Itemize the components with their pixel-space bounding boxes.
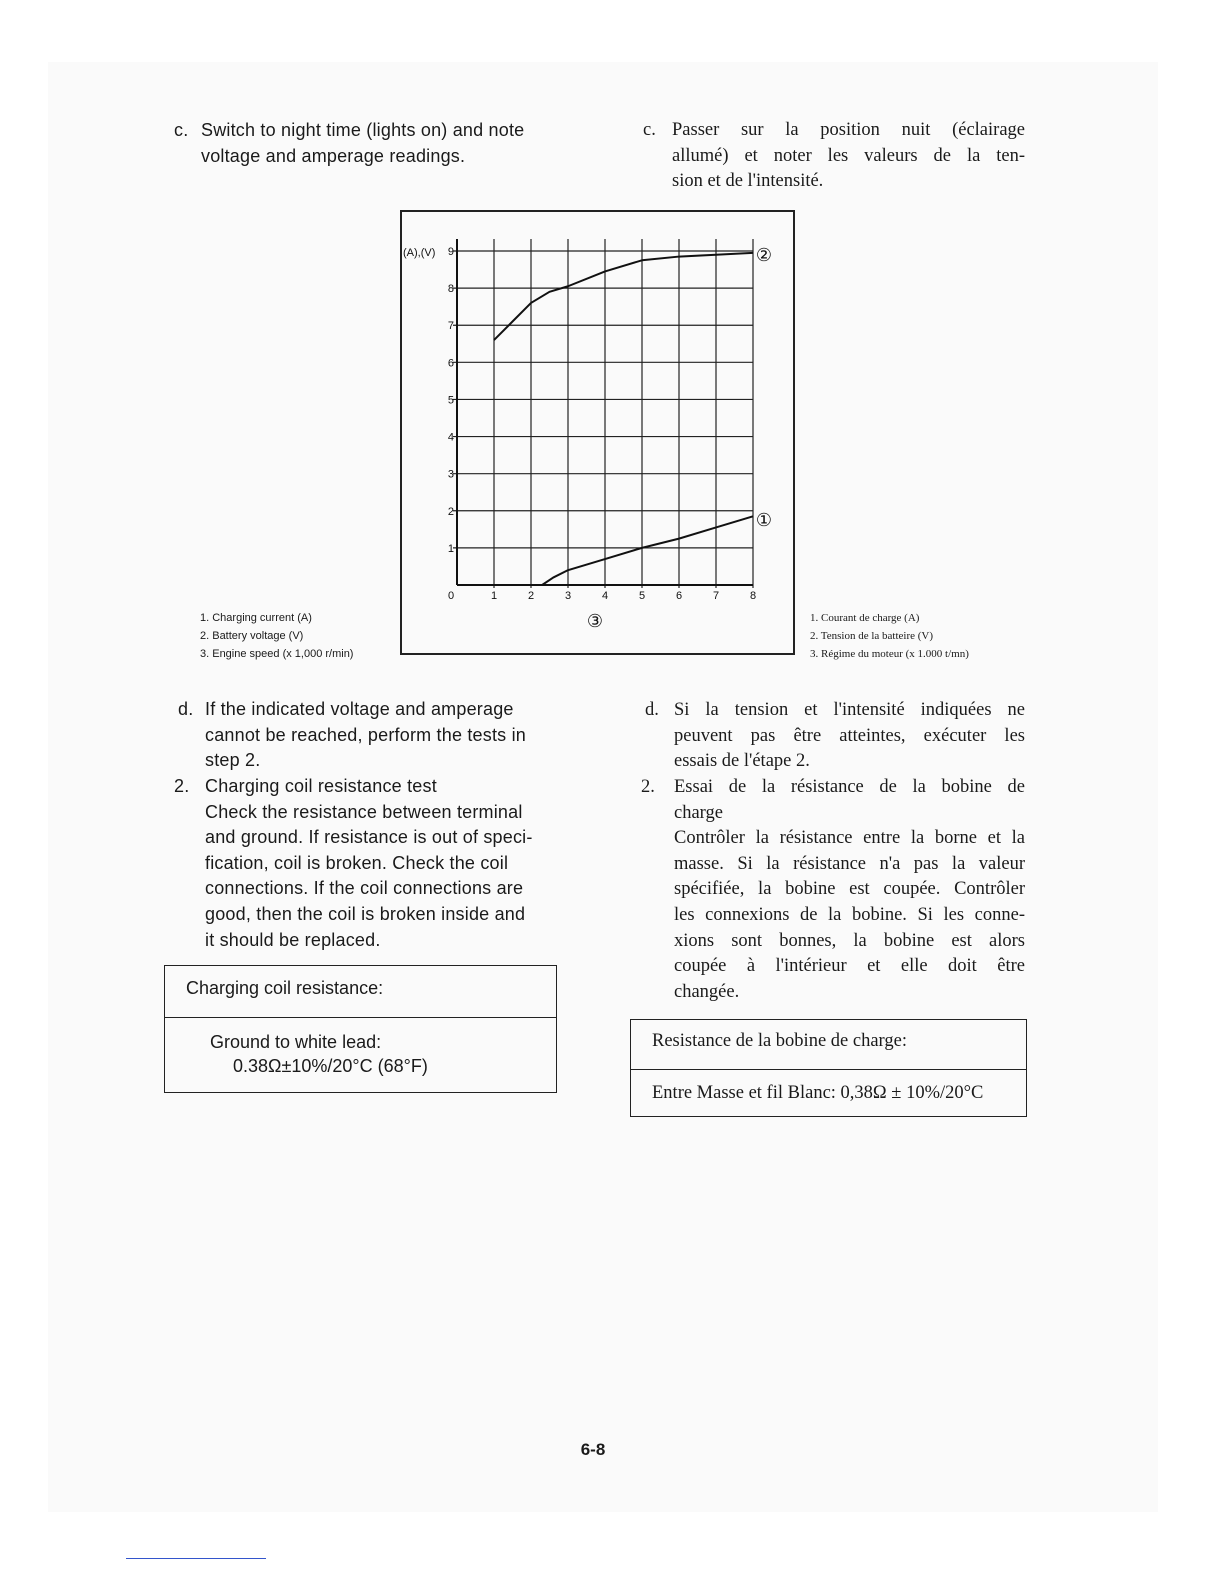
en-step-2-line: it should be replaced. xyxy=(205,929,381,950)
x-tick-label: 2 xyxy=(527,590,535,602)
legend-item: 1. Charging current (A) xyxy=(200,612,312,624)
en-spec-line2: 0.38Ω±10%/20°C (68°F) xyxy=(233,1056,428,1076)
en-step-2-line: fication, coil is broken. Check the coil xyxy=(205,852,509,873)
fr-step-2-line: masse. Si la résistance n'a pas la valeur xyxy=(674,853,1025,874)
legend-english xyxy=(200,609,353,663)
fr-step-2-line: Contrôler la résistance entre la borne et la xyxy=(674,828,1025,849)
fr-step-d-line: peuvent pas être atteintes, exécuter les xyxy=(674,725,1025,746)
y-tick-label: 9 xyxy=(447,246,454,258)
fr-step-2-line: les connexions de la bobine. Si les conne- xyxy=(674,904,1025,925)
x-tick-label: 6 xyxy=(675,590,683,602)
x-tick-label: 5 xyxy=(638,590,646,602)
legend-item: 3. Régime du moteur (x 1.000 t/mn) xyxy=(810,648,969,660)
fr-step-c-line: allumé) et noter les valeurs de la ten- xyxy=(672,145,1025,166)
en-step-2-line: good, then the coil is broken inside and xyxy=(205,903,526,924)
chart-frame xyxy=(400,210,795,655)
x-tick-label: 3 xyxy=(564,590,572,602)
en-step-d xyxy=(178,697,578,774)
y-tick-label: 4 xyxy=(447,431,454,444)
legend-french xyxy=(810,609,969,663)
en-step-d-marker: d. xyxy=(178,699,194,719)
en-step-c-marker: c. xyxy=(174,120,189,140)
en-step-2 xyxy=(174,774,578,953)
fr-step-c-line: Passer sur la position nuit (éclairage xyxy=(672,120,1025,140)
en-step-d-line: If the indicated voltage and amperage xyxy=(205,699,514,719)
en-step-2-title: Charging coil resistance test xyxy=(205,776,437,796)
legend-item: 1. Courant de charge (A) xyxy=(810,612,920,624)
en-step-2-line: connections. If the coil connections are xyxy=(205,878,524,899)
fr-step-2-line: Essai de la résistance de la bobine de xyxy=(674,777,1025,797)
x-tick-label: 4 xyxy=(601,590,609,602)
x-tick-label: 0 xyxy=(447,590,455,602)
y-tick-label: 2 xyxy=(447,505,454,518)
en-step-c-line: voltage and amperage readings. xyxy=(201,145,466,166)
x-tick-label: 7 xyxy=(712,590,720,602)
en-step-2-line: and ground. If resistance is out of speci- xyxy=(205,827,533,848)
en-spec-box xyxy=(164,965,557,1093)
fr-step-2-line: changée. xyxy=(674,981,740,1002)
fr-spec-box xyxy=(630,1019,1027,1117)
fr-spec-header-text: Resistance de la bobine de charge: xyxy=(652,1031,907,1051)
en-spec-header-text: Charging coil resistance: xyxy=(186,978,384,998)
fr-step-d-marker: d. xyxy=(645,700,659,720)
y-tick-label: 1 xyxy=(447,542,454,555)
en-step-2-line: Check the resistance between terminal xyxy=(205,801,523,822)
fr-step-2-line: spécifiée, la bobine est coupée. Contrôler xyxy=(674,879,1025,900)
x-tick-label: 1 xyxy=(490,590,498,602)
y-tick-label: 8 xyxy=(447,283,454,296)
series-label-charging-current: ① xyxy=(755,510,773,530)
fr-step-2-line: coupée à l'intérieur et elle doit être xyxy=(674,956,1025,977)
fr-step-2-line: charge xyxy=(674,802,723,823)
fr-step-d xyxy=(645,698,1025,775)
fr-spec-line1: Entre Masse et fil Blanc: 0,38Ω ± 10%/20°C xyxy=(652,1083,984,1103)
legend-item: 3. Engine speed (x 1,000 r/min) xyxy=(200,648,354,660)
y-axis-label: (A),(V) xyxy=(403,247,436,259)
x-axis-label: ③ xyxy=(586,611,604,631)
fr-step-c xyxy=(643,118,1025,195)
fr-step-2-marker: 2. xyxy=(641,777,655,797)
fr-step-d-line: essais de l'étape 2. xyxy=(674,751,810,772)
fr-step-c-marker: c. xyxy=(643,120,656,140)
en-step-2-marker: 2. xyxy=(174,776,190,796)
en-spec-header xyxy=(165,966,556,1018)
fr-step-2-line: xions sont bonnes, la bobine est alors xyxy=(674,930,1025,951)
fr-spec-header xyxy=(631,1020,1026,1070)
fr-step-d-line: Si la tension et l'intensité indiquées ne xyxy=(674,700,1025,720)
y-tick-label: 5 xyxy=(447,394,454,407)
fr-step-2 xyxy=(641,775,1025,1005)
fr-step-c-line: sion et de l'intensité. xyxy=(672,171,824,192)
en-step-d-line: step 2. xyxy=(205,750,261,771)
page-number: 6-8 xyxy=(580,1440,606,1459)
y-tick-label: 7 xyxy=(447,320,454,333)
en-step-d-line: cannot be reached, perform the tests in xyxy=(205,724,526,745)
legend-item: 2. Tension de la batteire (V) xyxy=(810,630,934,642)
en-spec-line1: Ground to white lead: xyxy=(210,1032,382,1052)
x-tick-label: 8 xyxy=(749,590,757,602)
legend-item: 2. Battery voltage (V) xyxy=(200,630,304,642)
series-label-battery-voltage: ② xyxy=(755,245,773,265)
bottom-divider-line xyxy=(126,1558,266,1559)
en-step-c xyxy=(174,118,594,169)
y-tick-label: 3 xyxy=(447,468,454,481)
y-tick-label: 6 xyxy=(447,357,454,370)
en-step-c-line: Switch to night time (lights on) and note xyxy=(201,120,525,140)
